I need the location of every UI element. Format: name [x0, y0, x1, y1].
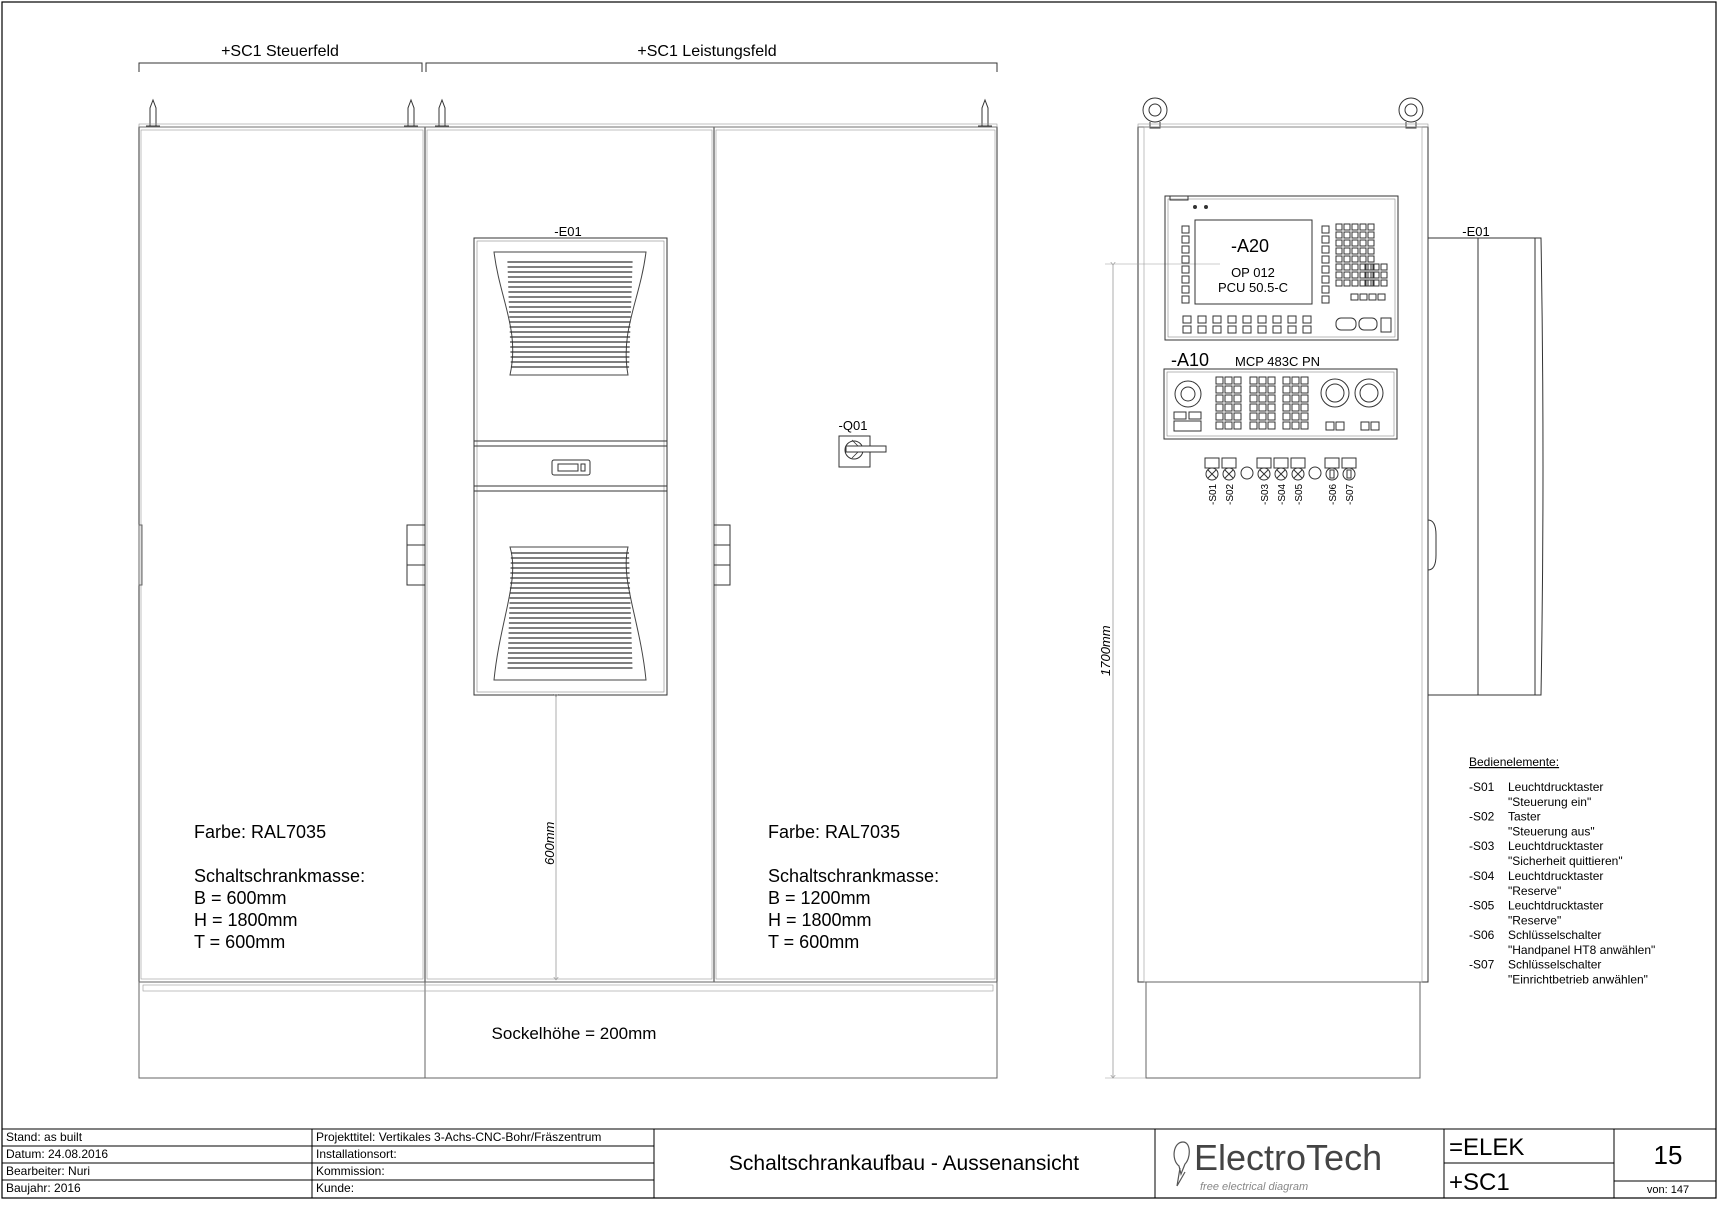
tb-baujahr: Baujahr: 2016 [6, 1181, 81, 1195]
legend-desc: "Reserve" [1508, 913, 1562, 928]
legend-desc: "Steuerung aus" [1508, 824, 1595, 839]
legend-type: Leuchtdrucktaster [1508, 868, 1604, 883]
legend-type: Leuchtdrucktaster [1508, 780, 1604, 794]
a10-model: MCP 483C PN [1235, 354, 1321, 369]
legend-tag: -S05 [1469, 898, 1495, 913]
a20-tag: -A20 [1230, 236, 1270, 256]
legend-title: Bedienelemente: [1469, 755, 1560, 769]
switch-tag-label: -S06 [1328, 483, 1339, 505]
side-plinth [1146, 982, 1420, 1078]
legend-desc: "Handpanel HT8 anwählen" [1508, 943, 1656, 957]
section-label-control: +SC1 Steuerfeld [221, 43, 339, 60]
tb-bearbeiter: Bearbeiter: Nuri [6, 1164, 91, 1178]
a20-line1: OP 012 [1231, 265, 1275, 280]
legend-desc: "Reserve" [1508, 883, 1562, 898]
legend-type: Schlüsselschalter [1508, 957, 1602, 972]
legend-type: Leuchtdrucktaster [1508, 898, 1604, 913]
sheet-border [2, 2, 1716, 1198]
a20-line2: PCU 50.5-C [1217, 280, 1289, 295]
legend-type: Taster [1508, 809, 1541, 824]
legend [1469, 755, 1655, 987]
cabinet-control [139, 127, 425, 982]
spec-line: B = 1200mm [768, 888, 871, 908]
side-cabinet [1138, 127, 1428, 982]
spec-line: Farbe: RAL7035 [768, 822, 901, 842]
switch-tag-label: -S03 [1260, 483, 1271, 505]
tb-page: 15 [1653, 1140, 1683, 1170]
spec-line: Schaltschrankmasse: [194, 866, 366, 886]
spec-line: H = 1800mm [768, 910, 872, 930]
side-handle [1428, 520, 1436, 570]
legend-desc: "Einrichtbetrieb anwählen" [1508, 972, 1648, 987]
spec-line: Schaltschrankmasse: [768, 866, 940, 886]
section-bracket-right [426, 63, 997, 72]
spec-line: Farbe: RAL7035 [194, 822, 327, 842]
tb-page-of: von: 147 [1646, 1184, 1690, 1196]
cooler-tag-side: -E01 [1462, 224, 1490, 239]
spec-line: B = 600mm [194, 888, 287, 908]
spec-right [768, 822, 939, 952]
spec-line: H = 1800mm [194, 910, 298, 930]
tb-code2: +SC1 [1449, 1169, 1510, 1196]
tb-stand: Stand: as built [6, 1130, 83, 1144]
legend-tag: -S02 [1469, 809, 1495, 824]
feed-override-icon [1321, 379, 1349, 407]
tb-code1: =ELEK [1449, 1134, 1525, 1161]
plinth-height-label: Sockelhöhe = 200mm [491, 1024, 657, 1043]
dimension-600-label: 600mm [542, 821, 557, 865]
logo-subtitle: free electrical diagram [1200, 1181, 1309, 1193]
switch-tag-label: -S02 [1225, 483, 1236, 505]
machine-panel-a10 [1164, 369, 1397, 439]
switch-tag-label: -S04 [1277, 483, 1288, 505]
spindle-override-icon [1355, 379, 1383, 407]
logo-text: ElectroTech [1194, 1137, 1383, 1178]
legend-type: Schlüsselschalter [1508, 928, 1602, 942]
operator-panel-a20 [1165, 196, 1398, 340]
switch-tag: -Q01 [838, 418, 868, 433]
legend-tag: -S06 [1469, 928, 1495, 942]
switch-tag-label: -S01 [1208, 483, 1219, 505]
legend-tag: -S07 [1469, 957, 1495, 972]
legend-tag: -S01 [1469, 780, 1495, 794]
tb-installationsort: Installationsort: [316, 1147, 397, 1161]
cooling-unit-side [1428, 238, 1543, 695]
section-label-power: +SC1 Leistungsfeld [637, 43, 777, 60]
cooler-tag-front: -E01 [554, 224, 582, 239]
dimension-1700-label: 1700mm [1098, 625, 1113, 676]
spec-line: T = 600mm [194, 932, 286, 952]
tb-kunde: Kunde: [316, 1181, 355, 1195]
spec-line: T = 600mm [768, 932, 860, 952]
legend-tag: -S03 [1469, 839, 1495, 854]
switch-tag-label: -S07 [1345, 483, 1356, 505]
spec-left [194, 822, 365, 952]
a10-tag: -A10 [1171, 350, 1210, 370]
cabinet-power [425, 127, 997, 982]
legend-desc: "Sicherheit quittieren" [1508, 854, 1623, 869]
lifting-eye-icon [1143, 98, 1423, 128]
emergency-stop-icon [1175, 381, 1201, 407]
legend-type: Leuchtdrucktaster [1508, 839, 1604, 854]
legend-tag: -S04 [1469, 868, 1495, 883]
tb-projekt: Projekttitel: Vertikales 3-Achs-CNC-Bohr/Fräszentrum [316, 1130, 602, 1144]
section-bracket-left [139, 63, 422, 72]
control-switches [1205, 458, 1356, 480]
electrotech-logo [1174, 1137, 1382, 1193]
eyebolt-front [146, 100, 992, 126]
switch-tag-label: -S05 [1294, 483, 1305, 505]
cooling-unit-front [474, 238, 667, 695]
drawing-title: Schaltschrankaufbau - Aussenansicht [728, 1152, 1080, 1175]
main-switch-icon [839, 436, 886, 467]
door-handle-right [714, 525, 730, 585]
tb-datum: Datum: 24.08.2016 [6, 1147, 109, 1161]
legend-desc: "Steuerung ein" [1508, 795, 1592, 809]
door-handle-left [407, 525, 425, 585]
tb-kommission: Kommission: [316, 1164, 385, 1178]
